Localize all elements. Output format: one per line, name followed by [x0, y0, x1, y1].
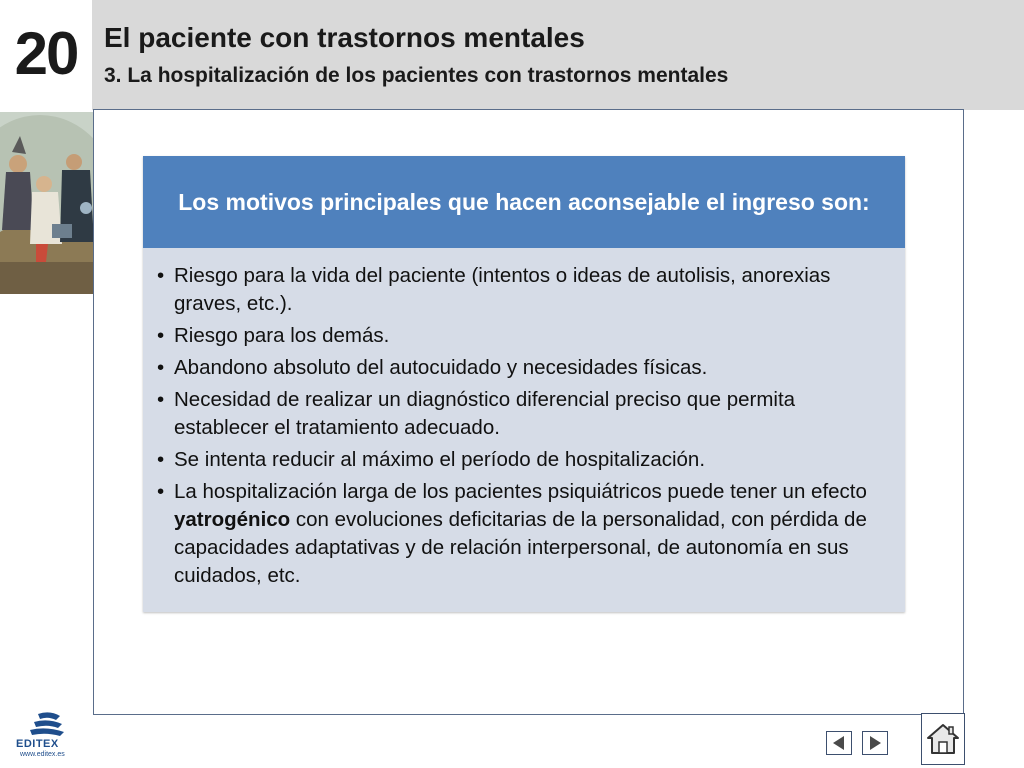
- painting-thumbnail: [0, 112, 94, 294]
- list-item: • Necesidad de realizar un diagnóstico diferencial preciso que permita establecer el tratamiento adecuado.: [155, 386, 889, 442]
- list-item: • Se intenta reducir al máximo el período de hospitalización.: [155, 446, 889, 474]
- list-item: [155, 478, 889, 590]
- page-subtitle: 3. La hospitalización de los pacientes con trastornos mentales: [104, 64, 729, 87]
- list-item: • Abandono absoluto del autocuidado y necesidades físicas.: [155, 354, 889, 382]
- house-icon: [926, 722, 960, 756]
- logo-url: www.editex.es: [20, 751, 65, 758]
- previous-button[interactable]: [826, 731, 852, 755]
- card-heading: Los motivos principales que hacen aconsejable el ingreso son:: [143, 156, 905, 248]
- list-item: • Riesgo para los demás.: [155, 322, 889, 350]
- page-title: El paciente con trastornos mentales: [104, 22, 585, 53]
- list-item-text-start: La hospitalización larga de los pacientes psiquiátricos puede tener un efecto: [174, 480, 867, 503]
- triangle-left-icon: [831, 735, 847, 751]
- logo-name: EDITEX: [16, 738, 59, 750]
- triangle-right-icon: [867, 735, 883, 751]
- chapter-number: 20: [0, 0, 92, 110]
- home-button[interactable]: [921, 713, 965, 765]
- list-item-bold-term: yatrogénico: [174, 508, 291, 531]
- painting-illustration: [0, 112, 94, 294]
- reasons-list: [143, 248, 905, 590]
- list-item: • Riesgo para la vida del paciente (intentos o ideas de autolisis, anorexias graves, etc.).: [155, 262, 889, 318]
- next-button[interactable]: [862, 731, 888, 755]
- header-bar: [92, 0, 1024, 110]
- info-card: [143, 156, 905, 612]
- list-item-text-end: con evoluciones deficitarias de la personalidad, con pérdida de capacidades adaptativas y de relación interpersonal, de autonomía en sus cuidados, etc.: [174, 508, 867, 587]
